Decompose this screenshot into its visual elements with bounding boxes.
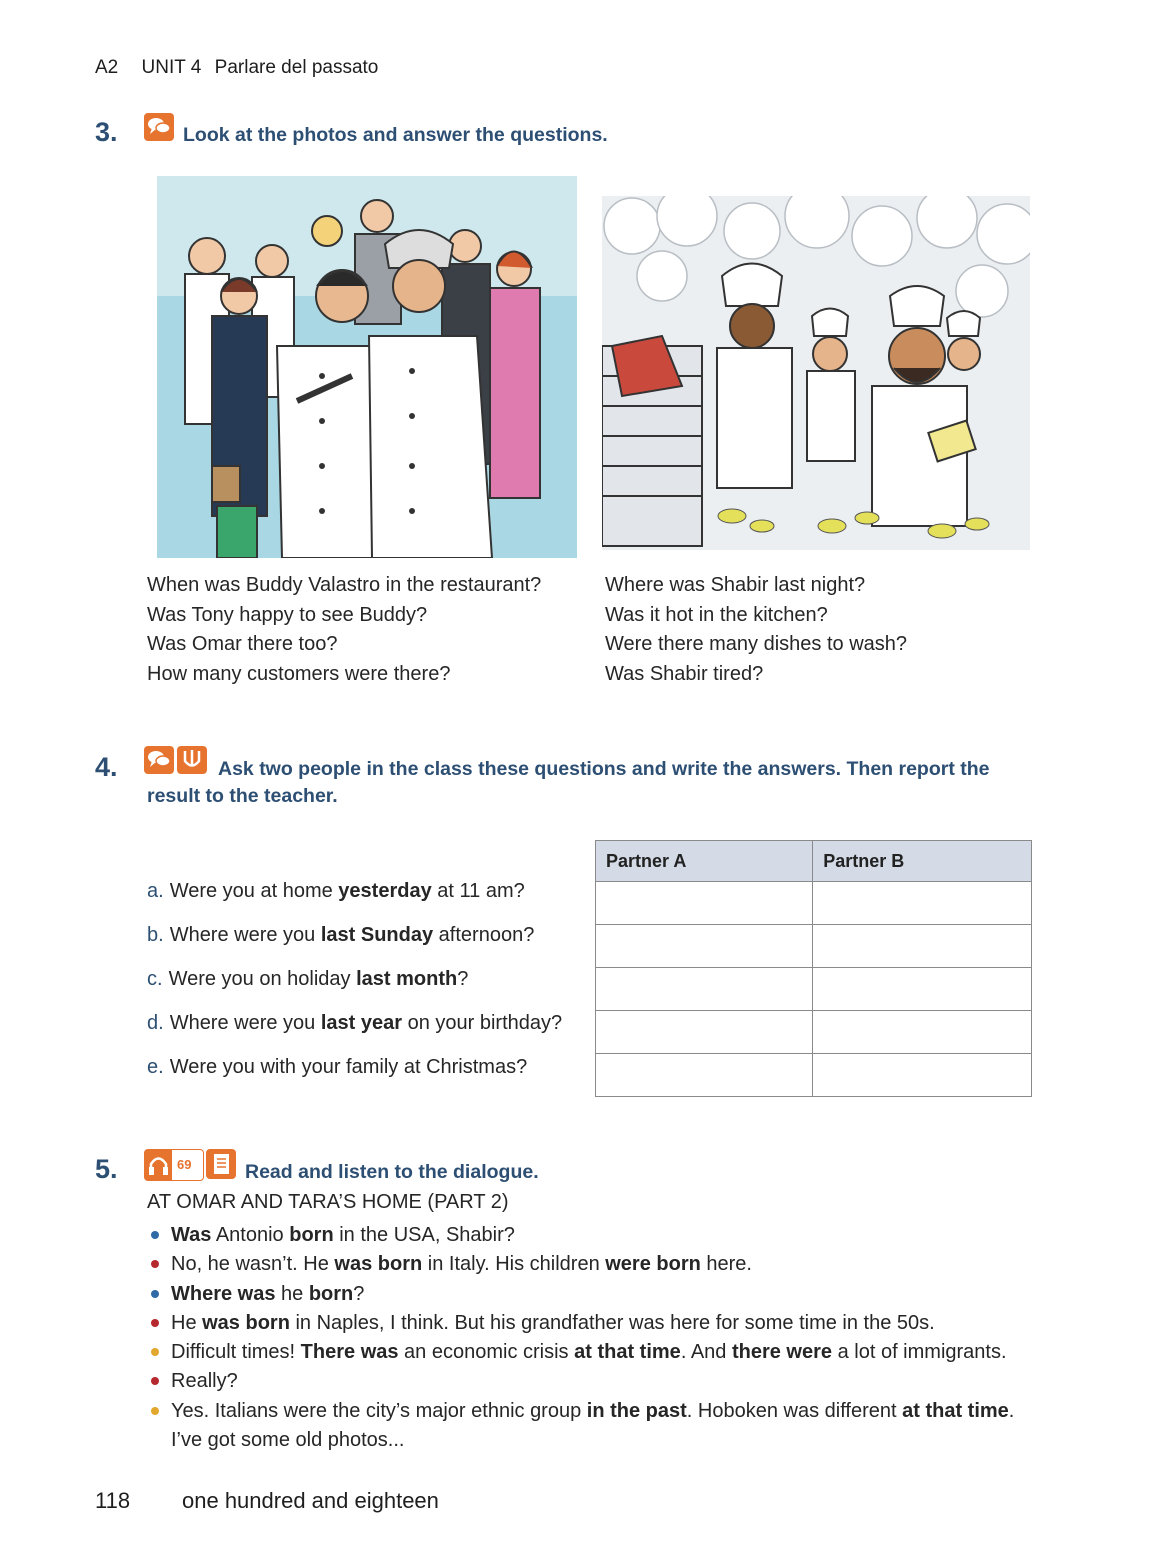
- question-d: d. Where were you last year on your birthday?: [147, 1012, 563, 1034]
- exercise-3-instruction: Look at the photos and answer the questions.: [183, 124, 608, 146]
- answer-cell[interactable]: [596, 1011, 813, 1054]
- exercise-4-instruction-line2: result to the teacher.: [147, 785, 338, 807]
- dialogue-line: Was Antonio born in the USA, Shabir?: [147, 1221, 1047, 1250]
- answer-cell[interactable]: [596, 1054, 813, 1097]
- ex3-left-questions: [147, 571, 541, 689]
- table-row: [596, 1054, 1032, 1097]
- list-item: Were there many dishes to wash?: [605, 633, 908, 655]
- page-number-words: one hundred and eighteen: [182, 1488, 439, 1513]
- speaker-dot: [151, 1260, 159, 1268]
- dialogue-line: Yes. Italians were the city’s major ethnic group in the past. Hoboken was different at that time. I’ve got some old photos...: [147, 1397, 1047, 1456]
- question-e: e. Were you with your family at Christmas?: [147, 1056, 528, 1078]
- unit-label: UNIT 4: [141, 57, 202, 78]
- list-item: Was it hot in the kitchen?: [605, 603, 828, 626]
- dialogue: [147, 1221, 1047, 1455]
- answer-cell[interactable]: [596, 925, 813, 968]
- exercise-4-instruction-line1: Ask two people in the class these questions and write the answers. Then report the: [218, 758, 990, 780]
- partner-b-header: Partner B: [813, 841, 1032, 882]
- list-item: Was Omar there too?: [147, 633, 338, 655]
- exercise-5-number: 5.: [95, 1154, 118, 1184]
- dialogue-line: No, he wasn’t. He was born in Italy. His children were born here.: [147, 1250, 1047, 1279]
- speaker-dot: [151, 1377, 159, 1385]
- list-item: When was Buddy Valastro in the restaurant?: [147, 574, 542, 596]
- answer-cell[interactable]: [596, 968, 813, 1011]
- speaker-dot: [151, 1231, 159, 1239]
- illustration-restaurant-group: [157, 176, 577, 558]
- answer-cell[interactable]: [813, 882, 1032, 925]
- speaker-dot: [151, 1290, 159, 1298]
- exercise-4-number: 4.: [95, 752, 118, 782]
- question-b: b. Where were you last Sunday afternoon?: [147, 924, 535, 946]
- ex3-right-questions: [605, 571, 907, 689]
- page-header: [95, 57, 378, 79]
- table-row: [596, 1011, 1032, 1054]
- list-item: Was Shabir tired?: [605, 662, 764, 685]
- dialogue-line: Difficult times! There was an economic crisis at that time. And there were a lot of immigrants.: [147, 1338, 1047, 1367]
- question-c: c. Were you on holiday last month?: [147, 968, 469, 990]
- dialogue-title: AT OMAR AND TARA’S HOME (PART 2): [147, 1191, 509, 1213]
- partner-a-header: Partner A: [596, 841, 813, 882]
- answer-cell[interactable]: [813, 1011, 1032, 1054]
- writing-icon: [177, 746, 207, 774]
- list-item: Was Tony happy to see Buddy?: [147, 603, 428, 626]
- dialogue-line: He was born in Naples, I think. But his grandfather was here for some time in the 50s.: [147, 1309, 1047, 1338]
- speech-icon: [144, 746, 174, 774]
- page-number: 118: [95, 1488, 131, 1513]
- list-item: Where was Shabir last night?: [605, 574, 866, 596]
- speaker-dot: [151, 1319, 159, 1327]
- illustration-kitchen: [602, 196, 1030, 550]
- question-a: a. Were you at home yesterday at 11 am?: [147, 880, 525, 902]
- level-label: A2: [95, 57, 119, 78]
- answer-cell[interactable]: [813, 925, 1032, 968]
- document-icon: [206, 1149, 236, 1179]
- table-row: [596, 925, 1032, 968]
- exercise-5-instruction: Read and listen to the dialogue.: [245, 1161, 539, 1183]
- headphones-icon[interactable]: [144, 1149, 204, 1181]
- table-row: [596, 968, 1032, 1011]
- exercise-3-number: 3.: [95, 117, 118, 147]
- speaker-dot: [151, 1407, 159, 1415]
- answer-cell[interactable]: [813, 1054, 1032, 1097]
- speech-icon: [144, 113, 174, 141]
- unit-title: Parlare del passato: [214, 57, 379, 78]
- partners-table: [595, 840, 1032, 1097]
- answer-cell[interactable]: [813, 968, 1032, 1011]
- list-item: How many customers were there?: [147, 662, 451, 685]
- speaker-dot: [151, 1348, 159, 1356]
- dialogue-line: Really?: [147, 1367, 1047, 1396]
- dialogue-line: Where was he born?: [147, 1280, 1047, 1309]
- track-number: 69: [177, 1157, 192, 1172]
- answer-cell[interactable]: [596, 882, 813, 925]
- table-row: [596, 882, 1032, 925]
